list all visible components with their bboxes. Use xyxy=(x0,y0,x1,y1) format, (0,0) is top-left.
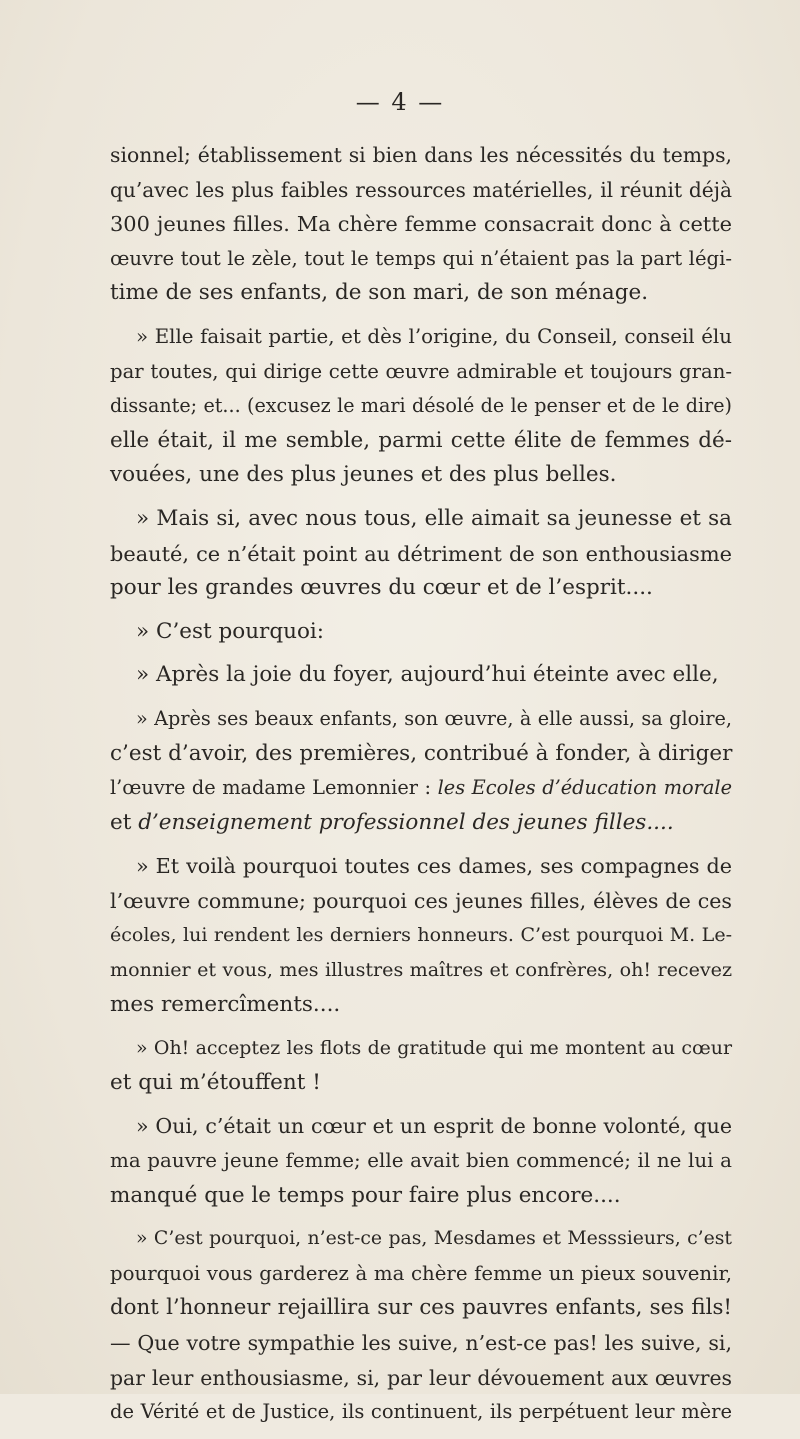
paragraph-2 xyxy=(110,320,732,493)
text-line: de Vérité et de Justice, ils continuent, ils perpétuent leur mère xyxy=(110,1400,732,1424)
text-line: dont l’honneur rejaillira sur ces pauvres enfants, ses fils! xyxy=(110,1295,732,1321)
paragraph-5 xyxy=(110,658,732,693)
paragraph-9 xyxy=(110,1109,732,1213)
text-line: » Oh! acceptez les flots de gratitude qui me montent au cœur xyxy=(136,1037,732,1060)
text-run: l’œuvre de madame Lemonnier : xyxy=(110,776,438,800)
text-line: dissante; et... (excusez le mari désolé de le penser et de le dire) xyxy=(110,394,732,418)
text-line: qu’avec les plus faibles ressources matérielles, il réunit déjà xyxy=(110,177,732,202)
text-line: » C’est pourquoi: xyxy=(136,618,325,644)
text-line: monnier et vous, mes illustres maîtres et confrères, oh! recevez xyxy=(110,958,732,982)
body-text xyxy=(110,138,732,1439)
text-line: » Mais si, avec nous tous, elle aimait sa jeunesse et sa xyxy=(136,505,732,531)
paragraph-6 xyxy=(110,702,732,840)
text-line: écoles, lui rendent les derniers honneurs. C’est pourquoi M. Le- xyxy=(110,924,732,947)
text-line: manqué que le temps pour faire plus encore.... xyxy=(110,1182,621,1208)
text-line: » Oui, c’était un cœur et un esprit de bonne volonté, que xyxy=(136,1114,732,1139)
text-line xyxy=(110,806,732,841)
text-line: » C’est pourquoi, n’est-ce pas, Mesdames et Messsieurs, c’est xyxy=(136,1228,732,1250)
text-line: par leur enthousiasme, si, par leur dévouement aux œuvres xyxy=(110,1365,732,1390)
text-line: » Après ses beaux enfants, son œuvre, à elle aussi, sa gloire, xyxy=(136,706,732,730)
italic-title: les Ecoles d’éducation morale xyxy=(437,776,732,800)
paragraph-4 xyxy=(110,615,732,650)
text-line: beauté, ce n’était point au détriment de son enthousiasme xyxy=(110,541,732,566)
text-line: » Après la joie du foyer, aujourd’hui éteinte avec elle, xyxy=(136,662,719,688)
text-line: time de ses enfants, de son mari, de son ménage. xyxy=(110,280,649,306)
text-line: vouées, une des plus jeunes et des plus belles. xyxy=(110,462,617,488)
text-line xyxy=(110,771,732,806)
text-line: et qui m’étouffent ! xyxy=(110,1069,321,1095)
text-line: — Que votre sympathie les suive, n’est-ce pas! les suive, si, xyxy=(110,1331,732,1355)
paragraph-8 xyxy=(110,1031,732,1100)
text-line: ma pauvre jeune femme; elle avait bien commencé; il ne lui a xyxy=(110,1149,732,1173)
text-line: elle était, il me semble, parmi cette élite de femmes dé- xyxy=(110,427,732,453)
text-line: mes remercîments.... xyxy=(110,991,341,1017)
paragraph-10 xyxy=(110,1222,732,1430)
text-run: et xyxy=(110,809,139,835)
italic-title: d’enseignement professionnel des jeunes filles.... xyxy=(138,809,674,835)
text-line: » Et voilà pourquoi toutes ces dames, ses compagnes de xyxy=(136,854,732,879)
text-line: » Elle faisait partie, et dès l’origine, du Conseil, conseil élu xyxy=(136,324,732,348)
text-line: c’est d’avoir, des premières, contribué à fonder, à diriger xyxy=(110,740,733,766)
text-line: 300 jeunes filles. Ma chère femme consacrait donc à cette xyxy=(110,212,732,237)
paragraph-7 xyxy=(110,849,732,1022)
paragraph-3 xyxy=(110,502,732,606)
text-line: sionnel; établissement si bien dans les nécessités du temps, xyxy=(110,143,732,167)
text-line: pourquoi vous garderez à ma chère femme un pieux souvenir, xyxy=(110,1261,732,1285)
paragraph-1 xyxy=(110,138,732,311)
page-number: — 4 — xyxy=(355,88,445,116)
text-line: par toutes, qui dirige cette œuvre admirable et toujours gran- xyxy=(110,359,732,383)
text-line: œuvre tout le zèle, tout le temps qui n’étaient pas la part légi- xyxy=(110,246,732,270)
text-line: pour les grandes œuvres du cœur et de l’esprit.... xyxy=(110,575,653,601)
text-line: l’œuvre commune; pourquoi ces jeunes filles, élèves de ces xyxy=(110,888,732,913)
